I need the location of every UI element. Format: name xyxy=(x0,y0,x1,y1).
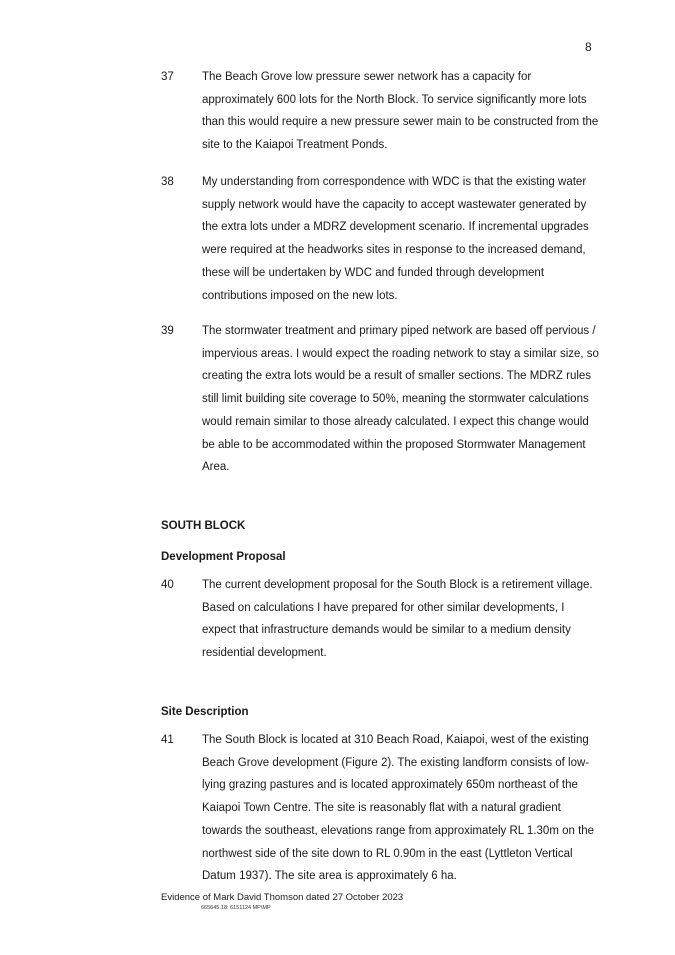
paragraph-number: 41 xyxy=(161,734,174,746)
paragraph-text: My understanding from correspondence with WDC is that the existing water supply network would have the capacity to accept wastewater generated by the extra lots under a MDRZ development scenario. If incremental upgrades were required at the headworks sites in response to the increased demand, these will be undertaken by WDC and funded through development contributions imposed on the new lots. xyxy=(202,176,589,302)
paragraph-text: The South Block is located at 310 Beach Road, Kaiapoi, west of the existing Beach Grove development (Figure 2). The existing landform consists of low-lying grazing pastures and is located approximately 650m northeast of the Kaiapoi Town Centre. The site is reasonably flat with a natural gradient towards the southeast, elevations range from approximately RL 1.30m on the northwest side of the site down to RL 0.90m in the east (Lyttleton Vertical Datum 1937). The site area is approximately 6 ha. xyxy=(202,734,595,883)
section-heading: SOUTH BLOCK xyxy=(161,520,246,532)
paragraph-number: 39 xyxy=(161,325,174,337)
footer-evidence-line: Evidence of Mark David Thomson dated 27 October 2023 xyxy=(161,892,404,903)
footer-document-reference: 665645.18: 6151124 MP\MP xyxy=(201,905,271,911)
paragraph-number: 37 xyxy=(161,71,174,83)
paragraph-number: 40 xyxy=(161,579,174,591)
subheading-development-proposal: Development Proposal xyxy=(161,551,286,563)
paragraph-text: The stormwater treatment and primary piped network are based off pervious / impervious areas. I would expect the roading network to stay a similar size, so creating the extra lots would be a result of smaller sections. The MDRZ rules still limit building site coverage to 50%, meaning the stormwater calculations would remain similar to those already calculated. I expect this change would be able to be accommodated within the proposed Stormwater Management Area. xyxy=(202,325,599,474)
paragraph-39 xyxy=(161,320,601,479)
paragraph-number: 38 xyxy=(161,176,174,188)
subheading-site-description: Site Description xyxy=(161,706,249,718)
paragraph-37 xyxy=(161,66,601,157)
paragraph-40 xyxy=(161,574,601,665)
paragraph-text: The Beach Grove low pressure sewer network has a capacity for approximately 600 lots for the North Block. To service significantly more lots than this would require a new pressure sewer main to be constructed from the site to the Kaiapoi Treatment Ponds. xyxy=(202,71,599,152)
paragraph-41 xyxy=(161,729,601,888)
paragraph-text: The current development proposal for the South Block is a retirement village. Based on calculations I have prepared for other similar developments, I expect that infrastructure demands would be similar to a medium density residential development. xyxy=(202,579,593,660)
paragraph-38 xyxy=(161,171,601,307)
page-number: 8 xyxy=(585,40,592,54)
